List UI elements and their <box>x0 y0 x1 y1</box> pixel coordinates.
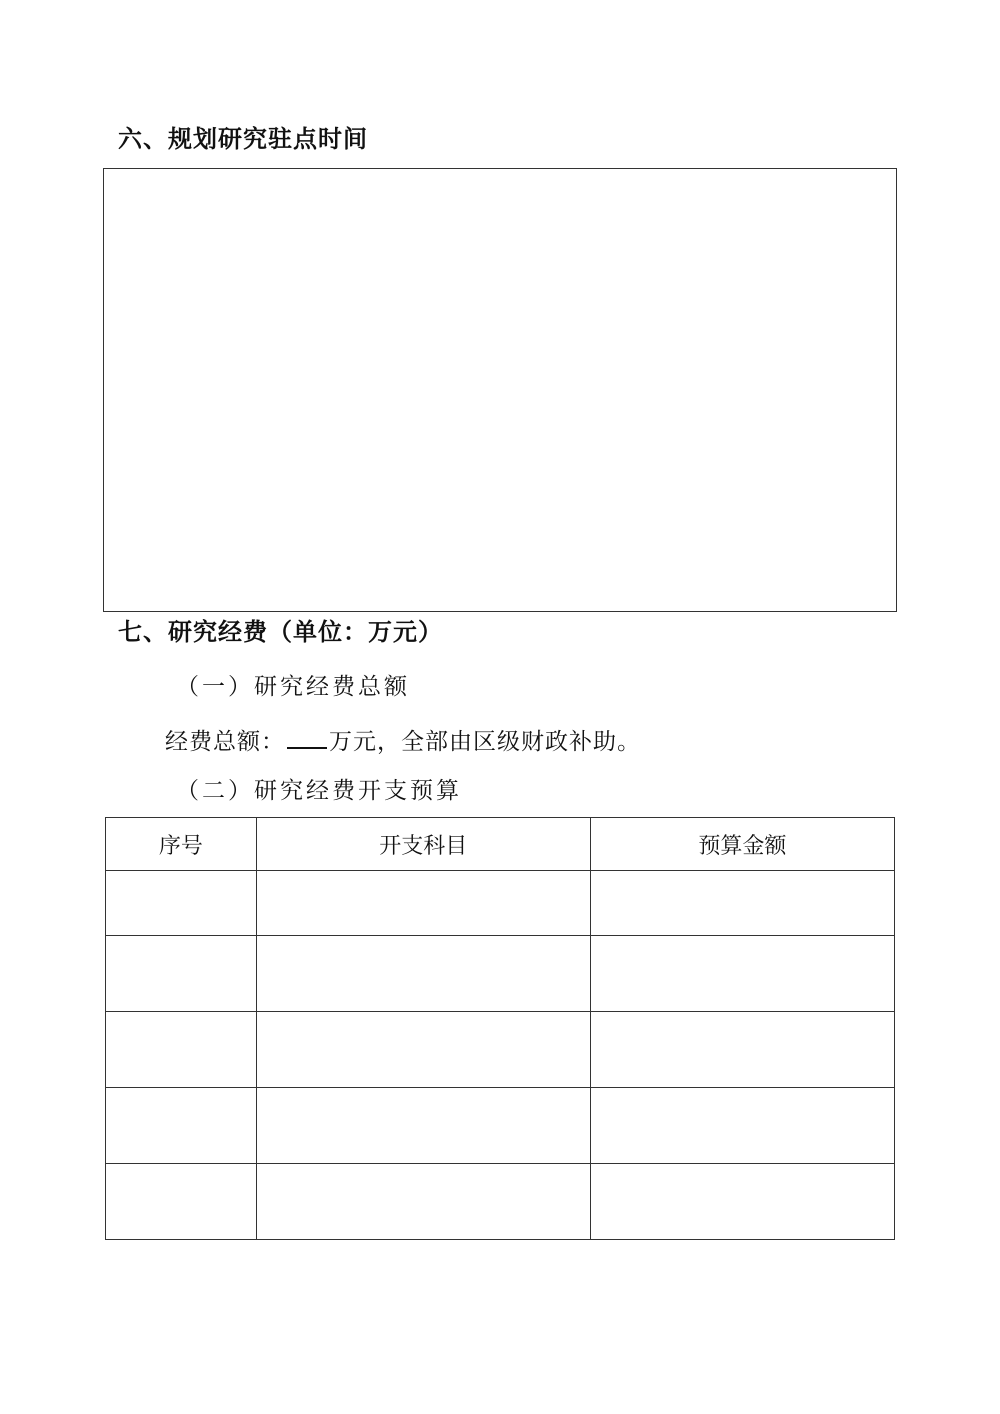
section-7-heading: 七、研究经费（单位：万元） <box>118 618 443 646</box>
header-expense-item: 开支科目 <box>256 818 590 871</box>
table-header-row <box>106 818 895 871</box>
table-cell-serial[interactable] <box>106 1088 257 1164</box>
table-cell-amount[interactable] <box>590 871 894 936</box>
table-row <box>106 1012 895 1088</box>
subsection-total-funding: （一）研究经费总额 <box>176 674 410 700</box>
table-row <box>106 1088 895 1164</box>
table-row <box>106 936 895 1012</box>
table-row <box>106 871 895 936</box>
table-row <box>106 1164 895 1240</box>
funding-total-line <box>165 725 641 757</box>
budget-table <box>105 817 895 1240</box>
table-cell-serial[interactable] <box>106 936 257 1012</box>
table-cell-serial[interactable] <box>106 871 257 936</box>
funding-total-prefix: 经费总额： <box>165 729 285 755</box>
table-cell-item[interactable] <box>256 871 590 936</box>
header-serial-number: 序号 <box>106 818 257 871</box>
table-cell-item[interactable] <box>256 1164 590 1240</box>
table-cell-item[interactable] <box>256 1012 590 1088</box>
table-cell-item[interactable] <box>256 1088 590 1164</box>
stationing-time-box[interactable] <box>103 168 897 612</box>
table-cell-serial[interactable] <box>106 1012 257 1088</box>
table-cell-amount[interactable] <box>590 1164 894 1240</box>
table-cell-amount[interactable] <box>590 1012 894 1088</box>
section-6-heading: 六、规划研究驻点时间 <box>118 125 368 153</box>
table-cell-amount[interactable] <box>590 1088 894 1164</box>
funding-amount-blank[interactable] <box>287 725 327 749</box>
table-cell-serial[interactable] <box>106 1164 257 1240</box>
subsection-budget: （二）研究经费开支预算 <box>176 778 462 804</box>
header-budget-amount: 预算金额 <box>590 818 894 871</box>
table-cell-item[interactable] <box>256 936 590 1012</box>
table-cell-amount[interactable] <box>590 936 894 1012</box>
funding-total-suffix: 万元，全部由区级财政补助。 <box>329 729 641 755</box>
